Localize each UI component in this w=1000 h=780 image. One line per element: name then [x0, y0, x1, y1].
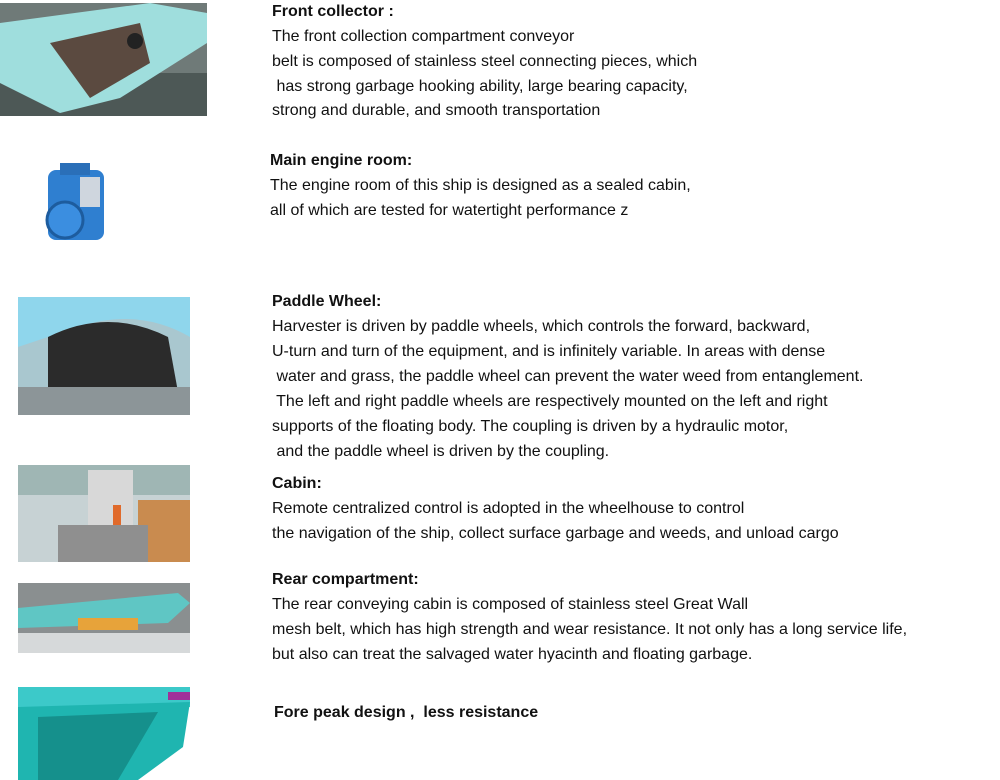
rear-compartment-line: The rear conveying cabin is composed of stainless steel Great Wall	[272, 596, 749, 613]
front-collector-photo	[0, 3, 207, 116]
rear-compartment-heading: Rear compartment:	[272, 571, 419, 588]
front-collector-line: strong and durable, and smooth transportation	[272, 102, 601, 119]
paddle-wheel-photo	[18, 297, 190, 415]
paddle-wheel-line: The left and right paddle wheels are respectively mounted on the left and right	[272, 393, 828, 410]
rear-compartment-line: but also can treat the salvaged water hyacinth and floating garbage.	[272, 646, 753, 663]
engine-room-line: all of which are tested for watertight performance z	[270, 202, 629, 219]
fore-peak-render	[18, 687, 190, 780]
cabin-photo	[18, 465, 190, 562]
front-collector-heading: Front collector :	[272, 3, 394, 20]
front-collector-line: The front collection compartment conveyor	[272, 28, 575, 45]
paddle-wheel-heading: Paddle Wheel:	[272, 293, 382, 310]
rear-compartment-photo	[18, 583, 190, 653]
rear-compartment-line: mesh belt, which has high strength and wear resistance. It not only has a long service life,	[272, 621, 908, 638]
paddle-wheel-line: water and grass, the paddle wheel can prevent the water weed from entanglement.	[272, 368, 864, 385]
cabin-line: Remote centralized control is adopted in the wheelhouse to control	[272, 500, 745, 517]
paddle-wheel-line: Harvester is driven by paddle wheels, which controls the forward, backward,	[272, 318, 811, 335]
paddle-wheel-line: and the paddle wheel is driven by the coupling.	[272, 443, 610, 460]
front-collector-line: belt is composed of stainless steel connecting pieces, which	[272, 53, 698, 70]
front-collector-line: has strong garbage hooking ability, large bearing capacity,	[272, 78, 688, 95]
engine-photo	[40, 155, 112, 255]
cabin-heading: Cabin:	[272, 475, 322, 492]
cabin-line: the navigation of the ship, collect surface garbage and weeds, and unload cargo	[272, 525, 839, 542]
paddle-wheel-line: supports of the floating body. The coupling is driven by a hydraulic motor,	[272, 418, 789, 435]
engine-room-heading: Main engine room:	[270, 152, 413, 169]
engine-room-line: The engine room of this ship is designed as a sealed cabin,	[270, 177, 691, 194]
paddle-wheel-line: U-turn and turn of the equipment, and is infinitely variable. In areas with dense	[272, 343, 826, 360]
fore-peak-heading: Fore peak design , less resistance	[274, 704, 539, 721]
